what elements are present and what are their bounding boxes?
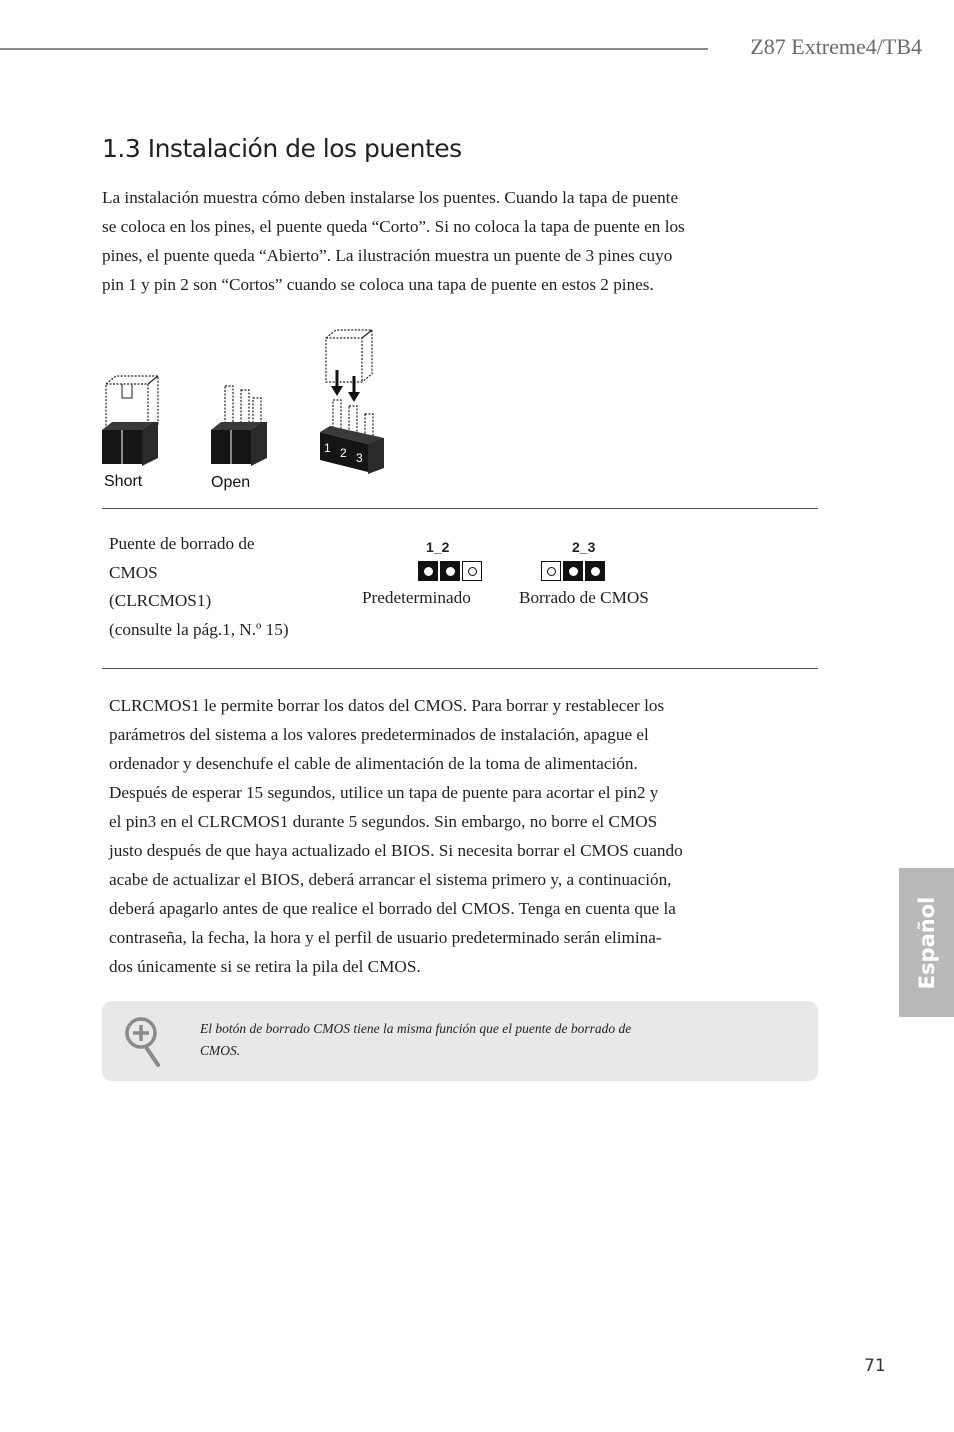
open-label: Open bbox=[211, 474, 251, 491]
note-line: El botón de borrado CMOS tiene la misma función que el puente de borrado de bbox=[200, 1021, 632, 1036]
pin-shorted bbox=[585, 561, 605, 581]
jumper-name-line: Puente de borrado de bbox=[109, 534, 255, 553]
jumper-illustration bbox=[98, 326, 398, 496]
default-caption: Predeterminado bbox=[362, 588, 471, 607]
magnifier-plus-icon bbox=[124, 1016, 164, 1073]
product-title: Z87 Extreme4/TB4 bbox=[750, 34, 922, 59]
pin-number-1: 1 bbox=[324, 441, 331, 455]
intro-line: La instalación muestra cómo deben instalarse los puentes. Cuando la tapa de puente bbox=[102, 188, 679, 207]
table-top-rule bbox=[102, 508, 818, 509]
pin-shorted bbox=[440, 561, 460, 581]
jumper-diagram-graphic bbox=[98, 326, 398, 496]
jumper-name bbox=[109, 530, 289, 644]
body-paragraph bbox=[109, 691, 683, 981]
intro-paragraph bbox=[102, 183, 685, 299]
section-title: 1.3 Instalación de los puentes bbox=[102, 134, 462, 163]
default-pin-header bbox=[418, 561, 482, 581]
intro-line: pines, el puente queda “Abierto”. La ilustración muestra un puente de 3 pines cuyo bbox=[102, 246, 673, 265]
pin-shorted bbox=[418, 561, 438, 581]
header-rule bbox=[0, 48, 708, 50]
default-pin-label: 1_2 bbox=[426, 539, 450, 555]
jumper-name-line: (CLRCMOS1) bbox=[109, 591, 212, 610]
page-number: 71 bbox=[864, 1356, 886, 1376]
table-bottom-rule bbox=[102, 668, 818, 669]
language-tab bbox=[899, 868, 954, 1017]
pin-number-2: 2 bbox=[340, 446, 347, 460]
short-jumper-graphic bbox=[102, 376, 158, 466]
body-line: el pin3 en el CLRCMOS1 durante 5 segundos. Sin embargo, no borre el CMOS bbox=[109, 812, 658, 831]
short-label: Short bbox=[104, 473, 143, 490]
clear-caption: Borrado de CMOS bbox=[519, 588, 649, 607]
note-line: CMOS. bbox=[200, 1043, 241, 1058]
body-line: justo después de que haya actualizado el BIOS. Si necesita borrar el CMOS cuando bbox=[109, 841, 683, 860]
pin-number-3: 3 bbox=[356, 451, 363, 465]
body-line: acabe de actualizar el BIOS, deberá arrancar el sistema primero y, a continuación, bbox=[109, 870, 672, 889]
intro-line: pin 1 y pin 2 son “Cortos” cuando se coloca una tapa de puente en estos 2 pines. bbox=[102, 275, 654, 294]
language-tab-label: Español bbox=[914, 896, 939, 989]
jumper-name-line: (consulte la pág.1, N.º 15) bbox=[109, 619, 289, 639]
intro-line: se coloca en los pines, el puente queda “Corto”. Si no coloca la tapa de puente en los bbox=[102, 217, 685, 236]
jumper-name-line: CMOS bbox=[109, 562, 158, 582]
clear-pin-label: 2_3 bbox=[572, 539, 596, 555]
body-line: contraseña, la fecha, la hora y el perfil de usuario predeterminado serán elimina- bbox=[109, 928, 662, 947]
note-text bbox=[200, 1018, 740, 1062]
pin-shorted bbox=[563, 561, 583, 581]
body-line: ordenador y desenchufe el cable de alimentación de la toma de alimentación. bbox=[109, 754, 638, 773]
open-jumper-graphic bbox=[211, 386, 267, 466]
body-line: parámetros del sistema a los valores predeterminados de instalación, apague el bbox=[109, 725, 649, 744]
clear-pin-header bbox=[541, 561, 605, 581]
body-line: dos únicamente si se retira la pila del CMOS. bbox=[109, 957, 421, 976]
body-line: CLRCMOS1 le permite borrar los datos del CMOS. Para borrar y restablecer los bbox=[109, 696, 665, 715]
body-line: Después de esperar 15 segundos, utilice un tapa de puente para acortar el pin2 y bbox=[109, 783, 659, 802]
pin-open bbox=[462, 561, 482, 581]
three-pin-jumper-graphic bbox=[320, 330, 384, 474]
pin-open bbox=[541, 561, 561, 581]
body-line: deberá apagarlo antes de que realice el borrado del CMOS. Tenga en cuenta que la bbox=[109, 899, 676, 918]
